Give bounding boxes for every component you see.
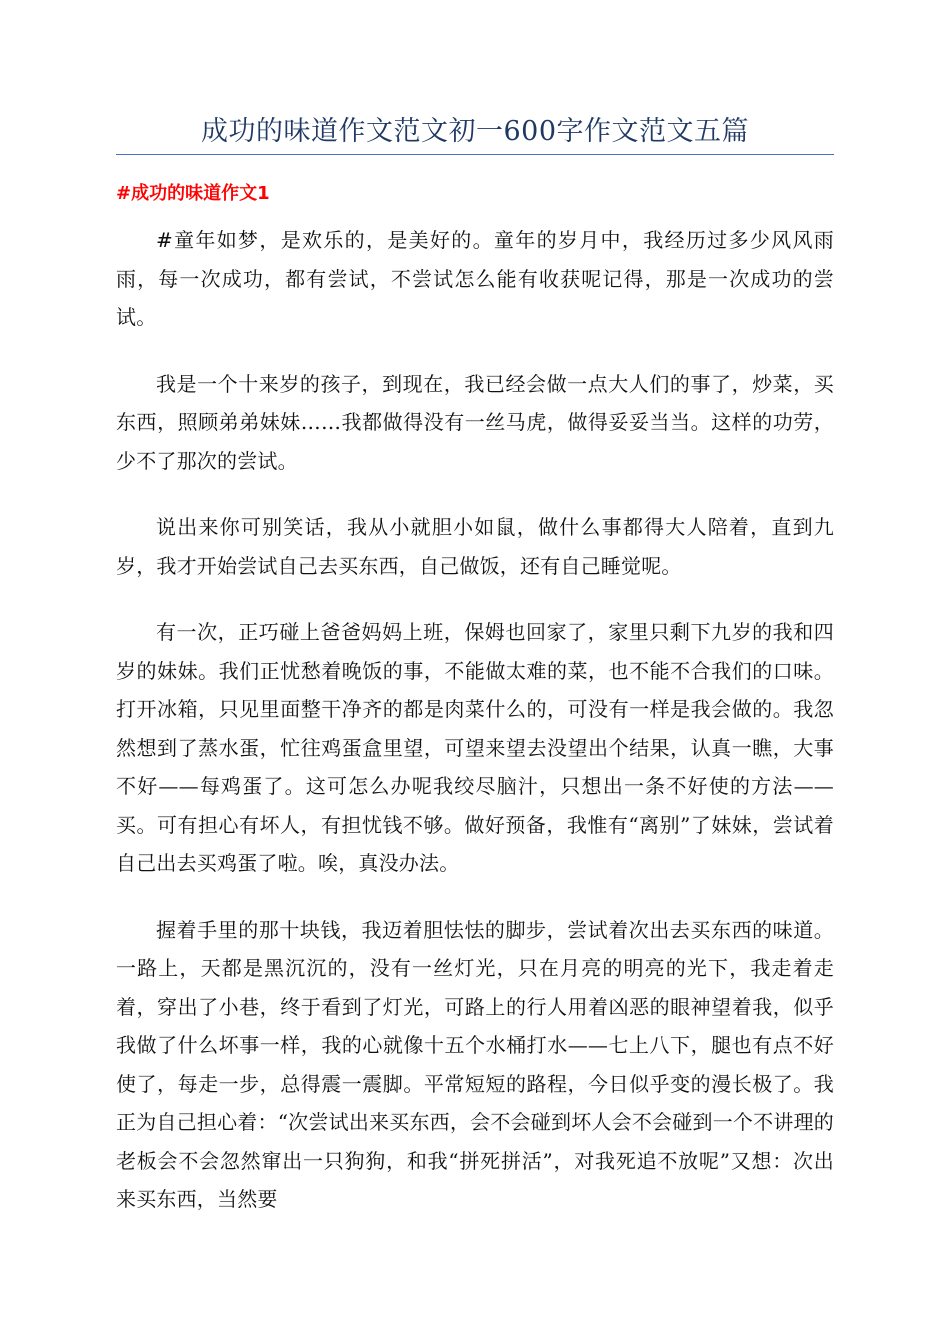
title-underline	[116, 154, 834, 155]
section-heading: #成功的味道作文1	[116, 183, 270, 204]
paragraph-4: 有一次，正巧碰上爸爸妈妈上班，保姆也回家了，家里只剩下九岁的我和四岁的妹妹。我们正忧愁着晚饭的事，不能做太难的菜，也不能不合我们的口味。打开冰箱，只见里面整干净齐的都是肉菜什么的，可没有一样是我会做的。我忽然想到了蒸水蛋，忙往鸡蛋盒里望，可望来望去没望出个结果，认真一瞧，大事不好——每鸡蛋了。这可怎么办呢我绞尽脑汁，只想出一条不好使的方法——买。可有担心有坏人，有担忧钱不够。做好预备，我惟有“离别”了妹妹，尝试着自己出去买鸡蛋了啦。唉，真没办法。	[116, 620, 834, 875]
paragraph-2: 我是一个十来岁的孩子，到现在，我已经会做一点大人们的事了，炒菜，买东西，照顾弟弟妹妹……我都做得没有一丝马虎，做得妥妥当当。这样的功劳，少不了那次的尝试。	[116, 371, 834, 473]
paragraph-5: 握着手里的那十块钱，我迈着胆怯怯的脚步，尝试着次出去买东西的味道。一路上，天都是黑沉沉的，没有一丝灯光，只在月亮的明亮的光下，我走着走着，穿出了小巷，终于看到了灯光，可路上的行人用着凶恶的眼神望着我，似乎我做了什么坏事一样，我的心就像十五个水桶打水——七上八下，腿也有点不好使了，每走一步，总得震一震脚。平常短短的路程，今日似乎变的漫长极了。我正为自己担心着：“次尝试出来买东西，会不会碰到坏人会不会碰到一个不讲理的老板会不会忽然窜出一只狗狗，和我“拼死拼活”，对我死追不放呢”又想：次出来买东西，当然要	[116, 917, 834, 1211]
paragraph-3: 说出来你可别笑话，我从小就胆小如鼠，做什么事都得大人陪着，直到九岁，我才开始尝试自己去买东西，自己做饭，还有自己睡觉呢。	[116, 515, 834, 578]
paragraph-1: #童年如梦，是欢乐的，是美好的。童年的岁月中，我经历过多少风风雨雨，每一次成功，都有尝试，不尝试怎么能有收获呢记得，那是一次成功的尝试。	[116, 228, 834, 329]
document-page	[116, 0, 834, 1219]
document-title: 成功的味道作文范文初一600字作文范文五篇	[200, 116, 750, 147]
